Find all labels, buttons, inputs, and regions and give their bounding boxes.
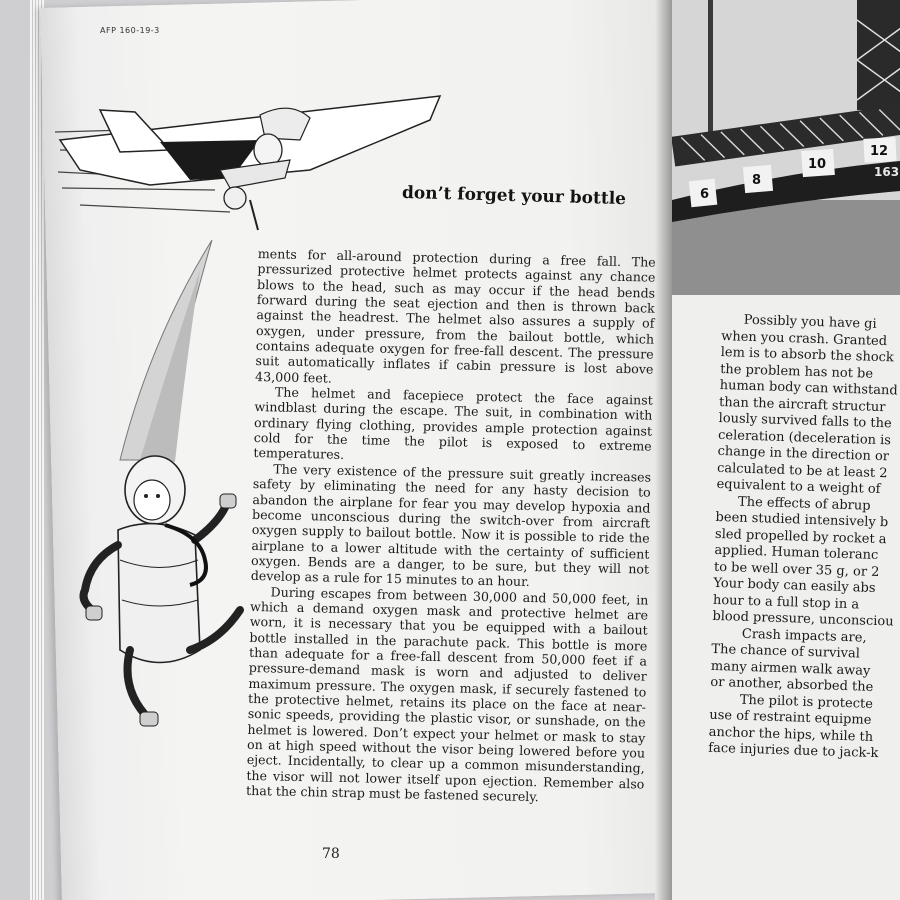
right-line: Your body can easily abs (713, 575, 876, 596)
right-line: many airmen walk away (710, 658, 871, 679)
right-line: to be well over 35 g, or 2 (713, 559, 880, 580)
right-line: human body can withstand (719, 377, 898, 399)
photo-label-163: 163 (874, 165, 900, 179)
jet-aircraft-illustration (60, 96, 440, 230)
right-line: calculated to be at least 2 (716, 460, 888, 481)
photo-label-6: 6 (700, 187, 710, 202)
right-line: The pilot is protecte (739, 692, 874, 712)
right-line: Crash impacts are, (741, 626, 867, 646)
body-text (246, 246, 656, 807)
right-line: hour to a full stop in a (712, 592, 860, 612)
right-line: face injuries due to jack-k (708, 740, 879, 762)
right-line: use of restraint equipme (709, 707, 872, 728)
photo-label-8: 8 (752, 173, 762, 188)
right-line: or another, absorbed the (710, 674, 874, 695)
right-line: than the aircraft structur (718, 394, 886, 415)
paragraph-1: ments for all-around protection during a free fall. The pressurized protective helmet protects against any chance blows to the head, such as may occur if the head bends forward during the seat ejection and then is thrown back against the headrest. The helmet also assures a supply of oxygen, under pressure, from the bailout bottle, which contains adequate oxygen for free-fall descent. The pressure suit automatically inflates if cabin pressure is lost above 43,000 feet. (254, 246, 656, 386)
right-line: blood pressure, unconsciou (712, 608, 894, 630)
right-page-text (708, 312, 900, 764)
right-line: anchor the hips, while th (708, 724, 874, 745)
right-line: when you crash. Granted (721, 328, 888, 349)
photo-label-10: 10 (808, 157, 827, 172)
right-line: lously survived falls to the (718, 410, 892, 432)
right-line: The effects of abrup (737, 494, 871, 514)
right-line: change in the direction or (717, 443, 890, 465)
falling-pilot-illustration (84, 240, 240, 726)
right-line: celeration (deceleration is (717, 427, 892, 448)
paragraph-3: The very existence of the pressure suit greatly increases safety by eliminating the need for any hasty decision to abandon the airplane for fear you may develop hypoxia and become unconscious during the switch-over from aircraft oxygen supply to bailout bottle. Now it is possible to ride the airplane to a lower altitude with the certainty of sufficient oxygen. Bends are a danger, to be sure, but they will not develop as a rule for 15 minutes to an hour. (250, 461, 652, 590)
paragraph-2: The helmet and facepiece protect the face against windblast during the escape. The suit, in combination with ordinary flying clothing, provides ample protection against cold for the time the pilot is exposed to extreme temperatures. (253, 384, 653, 463)
page-header: AFP 160-19-3 (100, 26, 160, 35)
right-line: the problem has not be (719, 361, 874, 382)
photo-label-12: 12 (870, 144, 889, 159)
paragraph-4: During escapes from between 30,000 and 50,000 feet, in which a demand oxygen mask and protective helmet are worn, it is necessary that you be equipped with a bailout bottle installed in the parachute pack. This bottle is more than adequate for a free-fall descent from 50,000 feet if a pressure-demand mask is worn and adjusted to deliver maximum pressure. The oxygen mask, if securely fastened to the protective helmet, retains its place on the face at near-sonic speeds, providing the plastic visor, or sunshade, on the helmet is lowered. Don’t expect your helmet or mask to stay on at high speed without the visor being lowered before you eject. Incidentally, to clear up a common misunderstanding, the visor will not lower itself upon ejection. Remember also that the chin strap must be fastened securely. (245, 583, 649, 805)
right-line: been studied intensively b (715, 509, 889, 531)
right-line: Possibly you have gi (743, 312, 877, 332)
right-line: sled propelled by rocket a (714, 526, 887, 547)
section-title: don’t forget your bottle (401, 182, 627, 210)
right-line: applied. Human toleranc (714, 542, 879, 564)
right-line: lem is to absorb the shock (720, 344, 895, 366)
right-line: equivalent to a weight of (716, 476, 881, 498)
right-line: The chance of survival (711, 641, 861, 662)
page-number: 78 (322, 846, 340, 862)
